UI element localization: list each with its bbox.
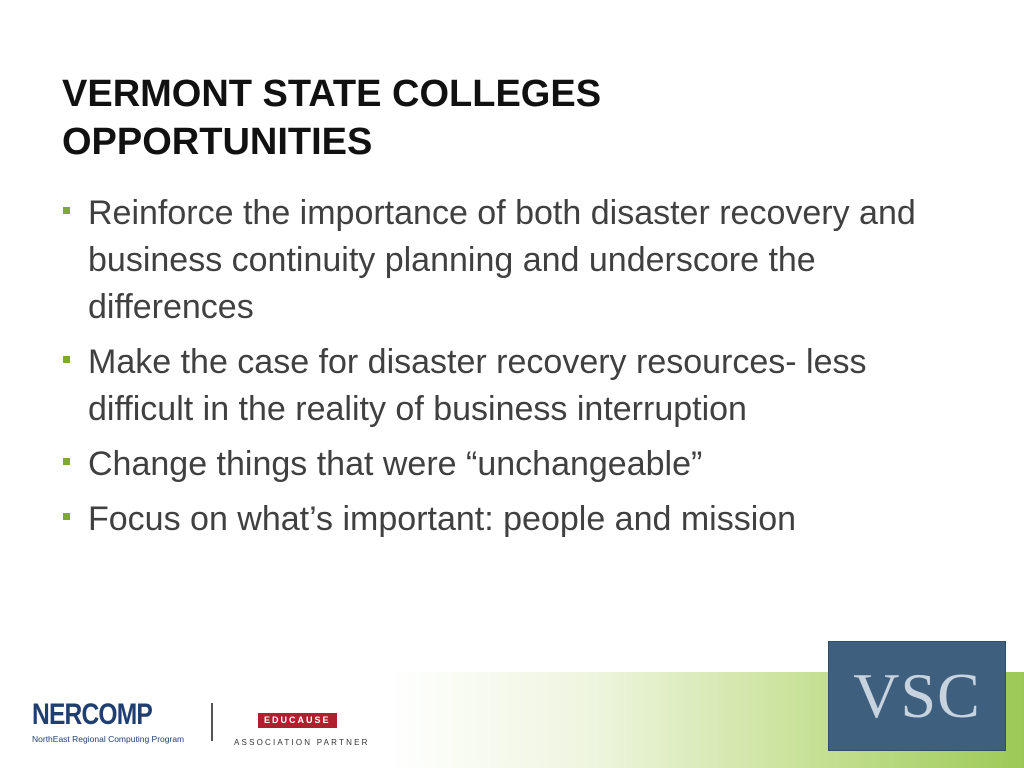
- educause-logo: [234, 710, 374, 746]
- bullet-text: Change things that were “unchangeable”: [88, 445, 703, 483]
- educause-logo-name: EDUCAUSE: [258, 713, 337, 728]
- square-bullet-icon: [63, 458, 70, 465]
- square-bullet-icon: [63, 356, 70, 363]
- bullet-item: [62, 496, 962, 543]
- nercomp-logo-name: NERCOMP: [32, 698, 153, 731]
- vsc-logo-text: VSC: [853, 660, 981, 731]
- square-bullet-icon: [63, 207, 70, 214]
- square-bullet-icon: [63, 513, 70, 520]
- nercomp-logo-tagline: NorthEast Regional Computing Program: [32, 734, 185, 744]
- bullet-text: Focus on what’s important: people and mission: [88, 500, 797, 538]
- logo-divider: [211, 703, 213, 741]
- nercomp-logo: [32, 700, 202, 750]
- educause-logo-tagline: ASSOCIATION PARTNER: [234, 738, 370, 747]
- slide-title-line-2: OPPORTUNITIES: [62, 121, 373, 163]
- bullet-text: Make the case for disaster recovery resources- less difficult in the reality of business interruption: [88, 343, 867, 428]
- slide-title-line-1: VERMONT STATE COLLEGES: [62, 73, 602, 115]
- bullet-item: [62, 190, 962, 331]
- vsc-logo: [828, 641, 1006, 751]
- bullet-item: [62, 441, 962, 488]
- bullet-list: [62, 190, 962, 551]
- slide-title: [62, 70, 962, 166]
- bullet-text: Reinforce the importance of both disaster recovery and business continuity planning and underscore the differences: [88, 194, 916, 326]
- bullet-item: [62, 339, 962, 433]
